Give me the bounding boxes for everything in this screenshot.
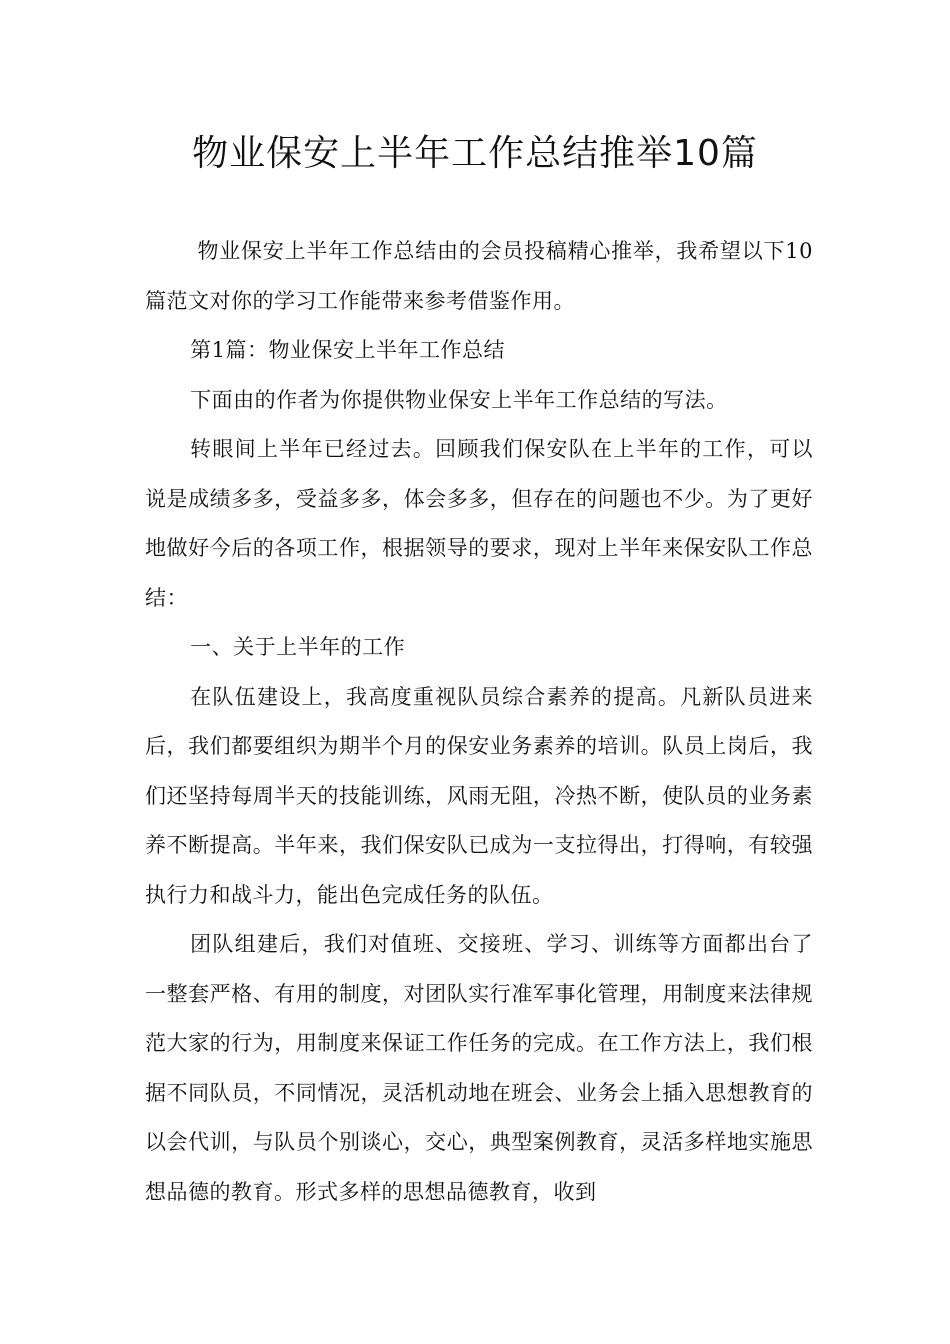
paragraph-management: 团队组建后，我们对值班、交接班、学习、训练等方面都出台了一整套严格、有用的制度，对团队实行准军事化管理，用制度来法律规范大家的行为，用制度来保证工作任务的完成。在工作方法上，我们根据不同队员，不同情况，灵活机动地在班会、业务会上插入思想教育的以会代训，与队员个别谈心，交心，典型案例教育，灵活多样地实施思想品德的教育。形式多样的思想品德教育，收到 bbox=[145, 932, 813, 1204]
paragraph-intro: 物业保安上半年工作总结由的会员投稿精心推举，我希望以下10篇范文对你的学习工作能带来参考借鉴作用。 bbox=[145, 239, 813, 313]
paragraph-section-heading: 一、关于上半年的工作 bbox=[190, 635, 406, 659]
paragraph-review: 转眼间上半年已经过去。回顾我们保安队在上半年的工作，可以说是成绩多多，受益多多，体会多多，但存在的问题也不少。为了更好地做好今后的各项工作，根据领导的要求，现对上半年来保安队工作总结： bbox=[145, 437, 813, 610]
paragraph-chapter-heading: 第1篇：物业保安上半年工作总结 bbox=[190, 338, 506, 362]
paragraph-team-building: 在队伍建设上，我高度重视队员综合素养的提高。凡新队员进来后，我们都要组织为期半个月的保安业务素养的培训。队员上岗后，我们还坚持每周半天的技能训练，风雨无阻，冷热不断，使队员的业务素养不断提高。半年来，我们保安队已成为一支拉得出，打得响，有较强执行力和战斗力，能出色完成任务的队伍。 bbox=[145, 684, 813, 907]
paragraph-author-note: 下面由的作者为你提供物业保安上半年工作总结的写法。 bbox=[190, 387, 728, 412]
document-body bbox=[145, 227, 813, 1217]
document-title: 物业保安上半年工作总结推举10篇 bbox=[192, 133, 758, 174]
